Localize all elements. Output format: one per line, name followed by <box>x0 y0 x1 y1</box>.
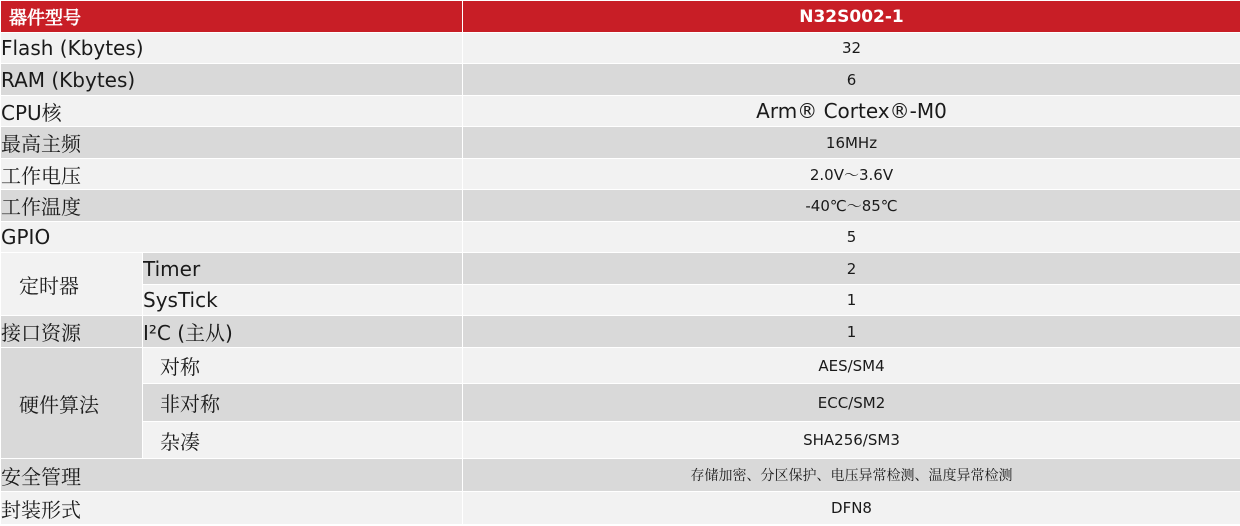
voltage-value: 2.0V～3.6V <box>463 159 1240 190</box>
temp-value: -40℃～85℃ <box>463 190 1240 222</box>
hash-value: SHA256/SM3 <box>463 422 1240 459</box>
table-row <box>1 384 1240 422</box>
cpu-label: CPU核 <box>1 96 463 127</box>
table-row <box>1 127 1240 159</box>
package-label: 封装形式 <box>1 492 463 525</box>
table-row <box>1 316 1240 348</box>
hash-label: 杂凑 <box>143 422 463 459</box>
table-row <box>1 253 1240 285</box>
timer-group-label: 定时器 <box>1 253 143 316</box>
package-value: DFN8 <box>463 492 1240 525</box>
header-row <box>1 1 1240 33</box>
table-row <box>1 190 1240 222</box>
security-value: 存储加密、分区保护、电压异常检测、温度异常检测 <box>463 459 1240 492</box>
i2c-value: 1 <box>463 316 1240 348</box>
systick-value: 1 <box>463 285 1240 316</box>
asymmetric-label: 非对称 <box>143 384 463 422</box>
asymmetric-value: ECC/SM2 <box>463 384 1240 422</box>
table-row <box>1 64 1240 96</box>
freq-value: 16MHz <box>463 127 1240 159</box>
security-label: 安全管理 <box>1 459 463 492</box>
table-row <box>1 285 1240 316</box>
table-row <box>1 222 1240 253</box>
table-row <box>1 96 1240 127</box>
symmetric-label: 对称 <box>143 348 463 384</box>
gpio-value: 5 <box>463 222 1240 253</box>
table-row <box>1 159 1240 190</box>
symmetric-value: AES/SM4 <box>463 348 1240 384</box>
ram-label: RAM (Kbytes) <box>1 64 463 96</box>
timer-value: 2 <box>463 253 1240 285</box>
interface-group-label: 接口资源 <box>1 316 143 348</box>
systick-label: SysTick <box>143 285 463 316</box>
header-value: N32S002-1 <box>463 1 1240 33</box>
table-row <box>1 422 1240 459</box>
cpu-value: Arm® Cortex®-M0 <box>463 96 1240 127</box>
table-row <box>1 33 1240 64</box>
flash-label: Flash (Kbytes) <box>1 33 463 64</box>
table-row <box>1 492 1240 525</box>
freq-label: 最高主频 <box>1 127 463 159</box>
voltage-label: 工作电压 <box>1 159 463 190</box>
gpio-label: GPIO <box>1 222 463 253</box>
ram-value: 6 <box>463 64 1240 96</box>
temp-label: 工作温度 <box>1 190 463 222</box>
i2c-label: I²C (主从) <box>143 316 463 348</box>
flash-value: 32 <box>463 33 1240 64</box>
table-row <box>1 348 1240 384</box>
timer-label: Timer <box>143 253 463 285</box>
table-row <box>1 459 1240 492</box>
header-label: 器件型号 <box>1 1 463 33</box>
crypto-group-label: 硬件算法 <box>1 348 143 459</box>
